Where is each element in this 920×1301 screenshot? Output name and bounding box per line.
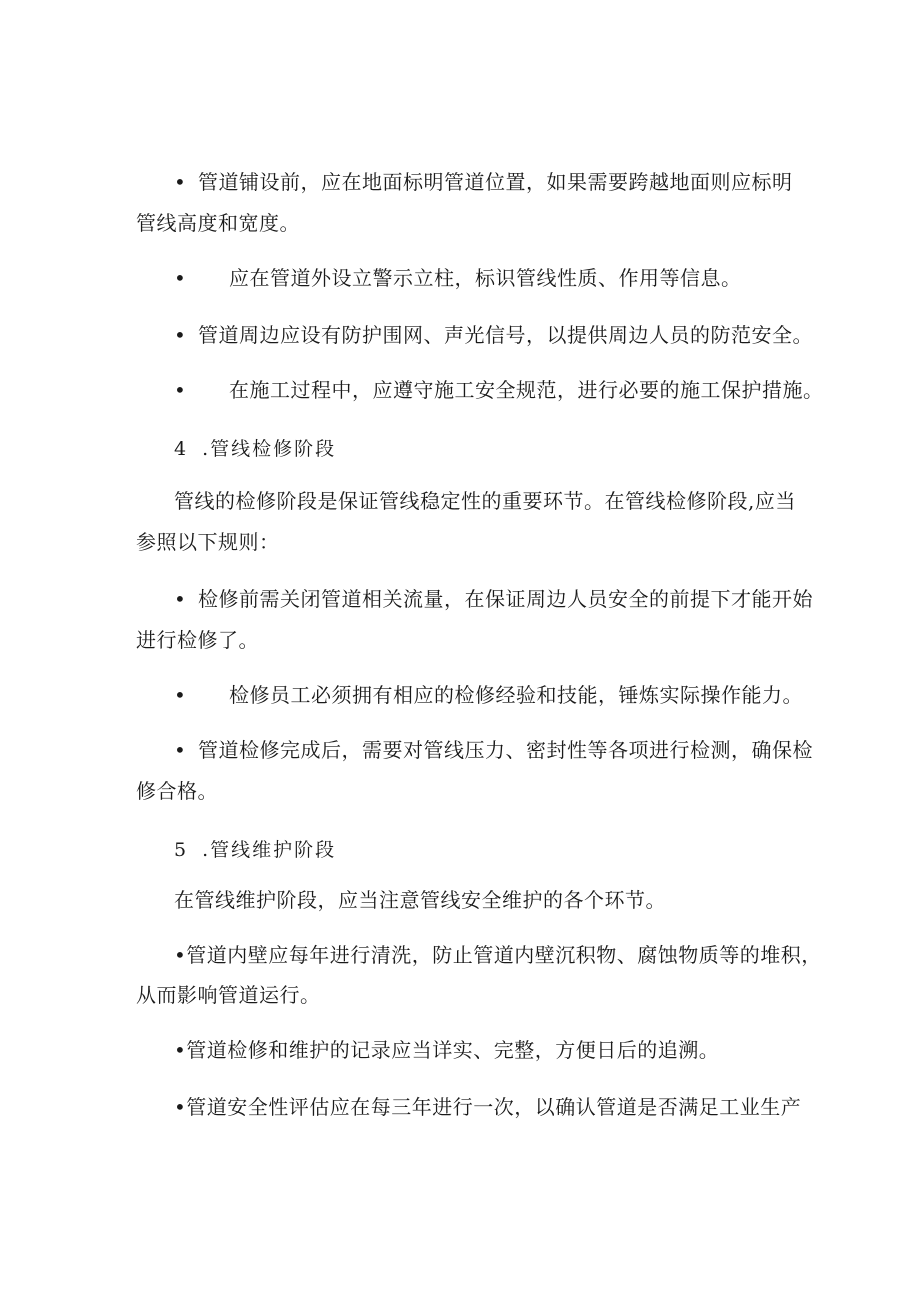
paragraph-line: 在管线维护阶段，应当注意管线安全维护的各个环节。 — [174, 888, 666, 912]
bullet-marker: • — [174, 170, 186, 194]
bullet-text-line: 从而影响管道运行。 — [136, 983, 321, 1007]
section-heading — [174, 838, 336, 862]
bullet-text-line: 应在管道外设立警示立柱，标识管线性质、作用等信息。 — [229, 266, 742, 290]
paragraph-line: 参照以下规则： — [136, 530, 280, 554]
section-title: .管线检修阶段 — [202, 438, 337, 460]
bullet-text-line: 检修前需关闭管道相关流量，在保证周边人员安全的前提下才能开始 — [198, 587, 813, 611]
bullet-marker: • — [174, 266, 186, 290]
paragraph-line: 管线的检修阶段是保证管线稳定性的重要环节。在管线检修阶段,应当 — [174, 489, 796, 513]
section-title: .管线维护阶段 — [202, 839, 337, 861]
bullet-text-line: 修合格。 — [136, 779, 218, 803]
section-number: 5 — [174, 839, 189, 861]
section-heading — [174, 437, 336, 461]
bullet-marker: • — [174, 587, 186, 611]
bullet-text-line: 管道铺设前，应在地面标明管道位置，如果需要跨越地面则应标明 — [198, 170, 793, 194]
bullet-marker: • — [174, 738, 186, 762]
section-number: 4 — [174, 438, 189, 460]
bullet-text-line: •管道检修和维护的记录应当详实、完整，方便日后的追溯。 — [174, 1038, 720, 1062]
bullet-text-line: •管道安全性评估应在每三年进行一次，以确认管道是否满足工业生产 — [174, 1095, 802, 1119]
bullet-marker: • — [174, 323, 186, 347]
bullet-marker: • — [174, 683, 186, 707]
bullet-text-line: 管线高度和宽度。 — [136, 211, 300, 235]
bullet-text-line: •管道内壁应每年进行清洗，防止管道内壁沉积物、腐蚀物质等的堆积， — [174, 943, 822, 967]
bullet-marker: • — [174, 378, 186, 402]
bullet-text-line: 在施工过程中，应遵守施工安全规范，进行必要的施工保护措施。 — [229, 378, 824, 402]
bullet-text-line: 检修员工必须拥有相应的检修经验和技能，锤炼实际操作能力。 — [229, 683, 803, 707]
bullet-text-line: 管道检修完成后，需要对管线压力、密封性等各项进行检测，确保检 — [198, 738, 813, 762]
bullet-text-line: 进行检修了。 — [136, 628, 259, 652]
bullet-text-line: 管道周边应设有防护围网、声光信号，以提供周边人员的防范安全。 — [198, 323, 813, 347]
